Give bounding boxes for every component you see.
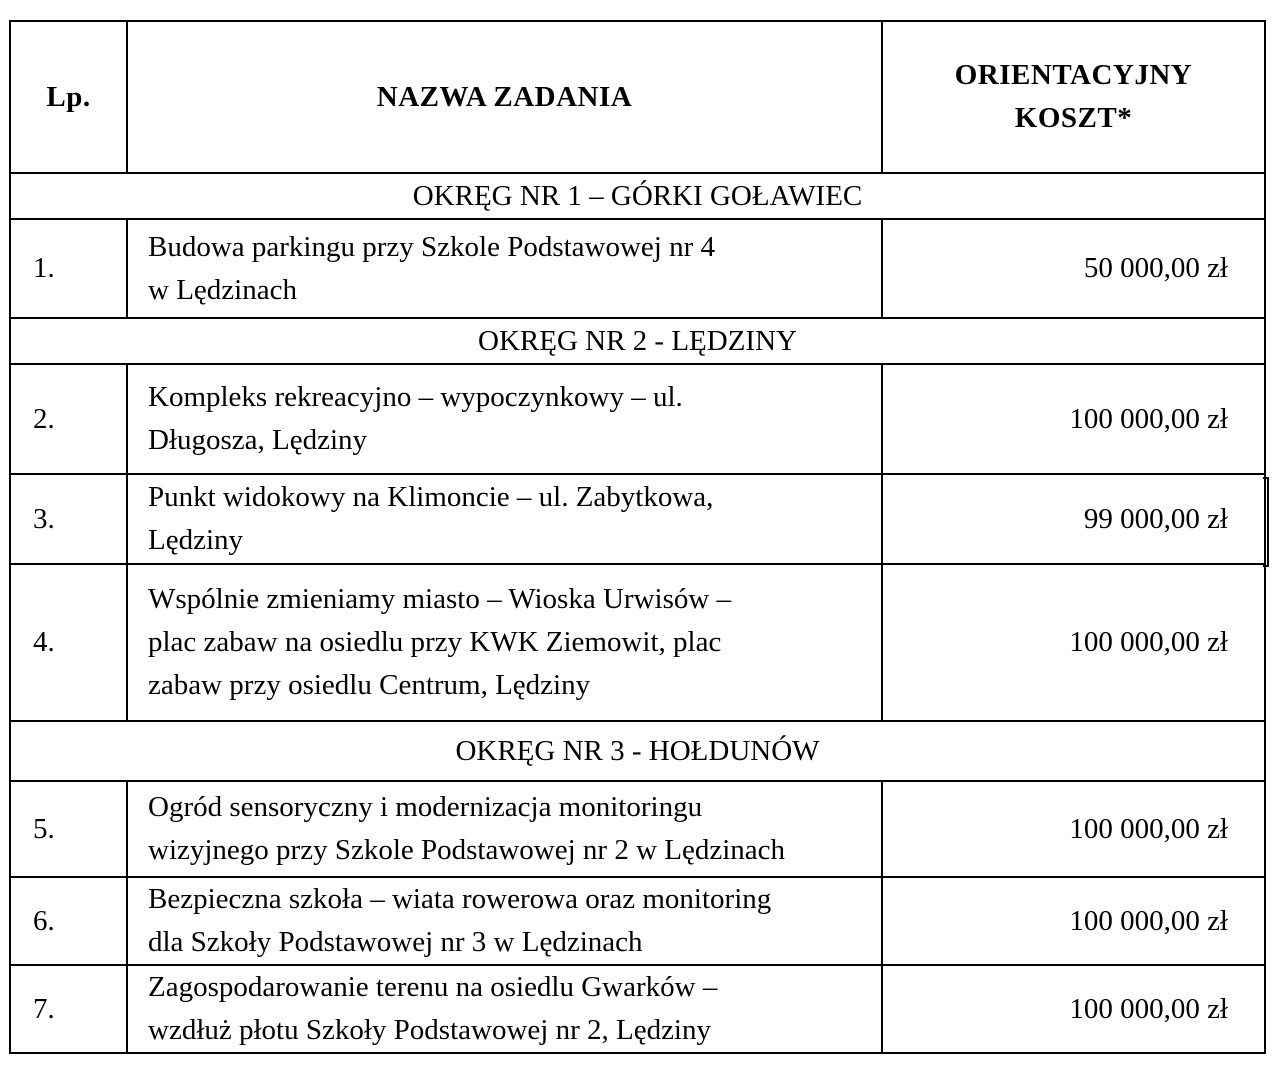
district-title: OKRĘG NR 2 - LĘDZINY bbox=[10, 318, 1265, 364]
task-lp: 6. bbox=[10, 877, 127, 965]
table-row bbox=[10, 474, 1265, 564]
district-row bbox=[10, 721, 1265, 781]
task-cost: 100 000,00 zł bbox=[882, 877, 1265, 965]
header-lp: Lp. bbox=[10, 21, 127, 173]
task-name-line: w Lędzinach bbox=[148, 273, 297, 306]
task-name bbox=[127, 965, 882, 1053]
task-name-line: Kompleks rekreacyjno – wypoczynkowy – ul. bbox=[148, 381, 683, 413]
task-name bbox=[127, 474, 882, 564]
table-row bbox=[10, 877, 1265, 965]
task-name-line: wzdłuż płotu Szkoły Podstawowej nr 2, Lędziny bbox=[148, 1014, 711, 1046]
task-name-line: zabaw przy osiedlu Centrum, Lędziny bbox=[148, 669, 591, 701]
tasks-table bbox=[9, 20, 1266, 1054]
task-lp: 4. bbox=[10, 564, 127, 721]
task-lp: 3. bbox=[10, 474, 127, 564]
table-row bbox=[10, 781, 1265, 877]
table-row bbox=[10, 965, 1265, 1053]
task-name-line: Bezpieczna szkoła – wiata rowerowa oraz monitoring bbox=[148, 883, 772, 915]
header-cost-line2: KOSZT* bbox=[1014, 102, 1133, 134]
table-row bbox=[10, 564, 1265, 721]
task-name-line: Długosza, Lędziny bbox=[148, 424, 368, 456]
task-lp: 7. bbox=[10, 965, 127, 1053]
task-cost: 100 000,00 zł bbox=[882, 564, 1265, 721]
task-name bbox=[127, 781, 882, 877]
district-row bbox=[10, 173, 1265, 219]
table-row bbox=[10, 219, 1265, 318]
table-header-row bbox=[10, 21, 1265, 173]
task-name bbox=[127, 219, 882, 318]
header-cost bbox=[882, 21, 1265, 173]
table-row bbox=[10, 364, 1265, 474]
task-name-line: plac zabaw na osiedlu przy KWK Ziemowit, plac bbox=[148, 626, 722, 658]
task-cost: 100 000,00 zł bbox=[882, 965, 1265, 1053]
row-border-artifact bbox=[1263, 477, 1269, 567]
task-name-line: dla Szkoły Podstawowej nr 3 w Lędzinach bbox=[148, 926, 643, 958]
task-name bbox=[127, 877, 882, 965]
district-title: OKRĘG NR 1 – GÓRKI GOŁAWIEC bbox=[10, 173, 1265, 219]
task-name-line: Zagospodarowanie terenu na osiedlu Gwarków – bbox=[148, 971, 718, 1003]
header-name: NAZWA ZADANIA bbox=[127, 21, 882, 173]
task-cost: 99 000,00 zł bbox=[882, 474, 1265, 564]
task-lp: 5. bbox=[10, 781, 127, 877]
task-name-line: Wspólnie zmieniamy miasto – Wioska Urwisów – bbox=[148, 583, 732, 615]
task-lp: 1. bbox=[10, 219, 127, 318]
task-name bbox=[127, 364, 882, 474]
task-lp: 2. bbox=[10, 364, 127, 474]
district-row bbox=[10, 318, 1265, 364]
task-cost: 50 000,00 zł bbox=[882, 219, 1265, 318]
task-cost: 100 000,00 zł bbox=[882, 781, 1265, 877]
task-name-line: wizyjnego przy Szkole Podstawowej nr 2 w Lędzinach bbox=[148, 834, 786, 866]
task-name-line: Ogród sensoryczny i modernizacja monitoringu bbox=[148, 791, 703, 823]
task-name bbox=[127, 564, 882, 721]
task-name-line: Budowa parkingu przy Szkole Podstawowej nr 4 bbox=[148, 230, 716, 263]
task-name-line: Punkt widokowy na Klimoncie – ul. Zabytkowa, bbox=[148, 481, 714, 513]
district-title: OKRĘG NR 3 - HOŁDUNÓW bbox=[10, 721, 1265, 781]
task-cost: 100 000,00 zł bbox=[882, 364, 1265, 474]
task-name-line: Lędziny bbox=[148, 524, 244, 556]
header-cost-line1: ORIENTACYJNY bbox=[954, 59, 1193, 91]
